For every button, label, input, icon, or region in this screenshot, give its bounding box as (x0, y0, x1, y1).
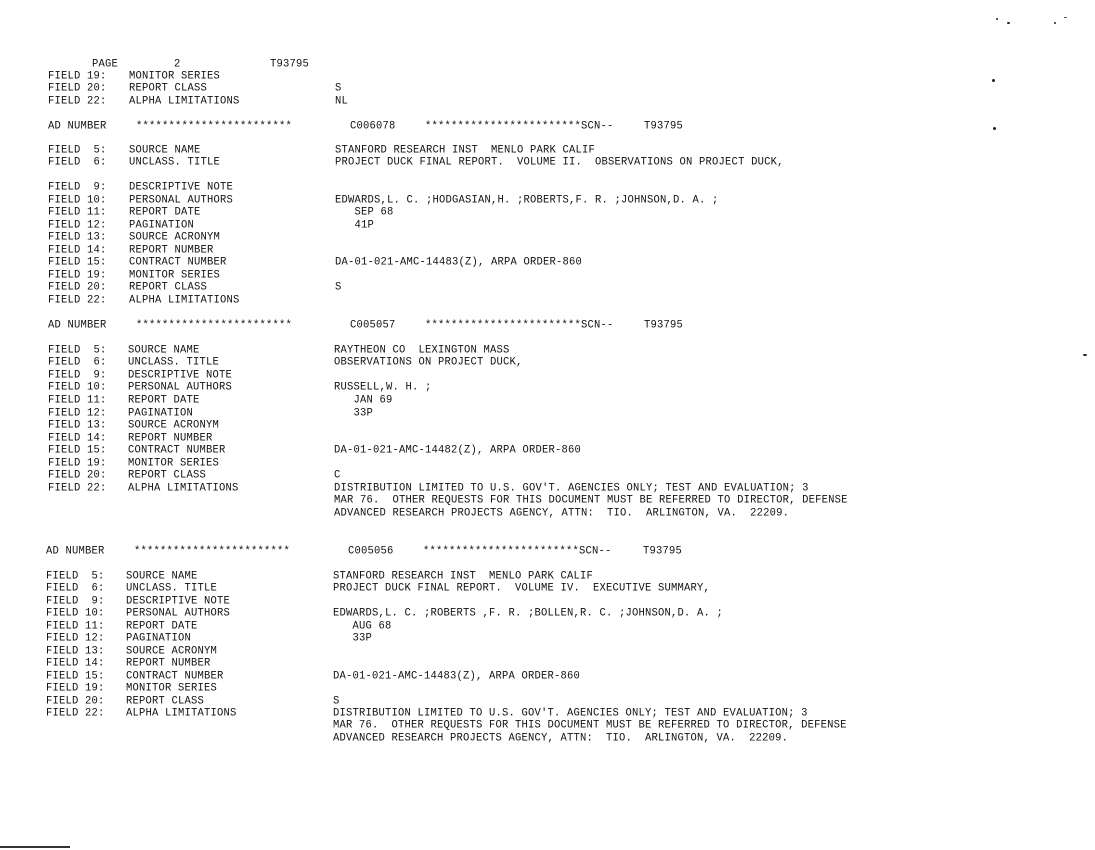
field-label: FIELD 13: (48, 231, 107, 244)
field-value: S (333, 695, 340, 708)
field-name: ALPHA LIMITATIONS (129, 95, 240, 108)
field-name: REPORT NUMBER (128, 432, 213, 445)
field-name: REPORT DATE (128, 394, 200, 407)
field-label: FIELD 22: (48, 294, 107, 307)
field-label: FIELD 19: (48, 269, 107, 282)
field-name: REPORT CLASS (126, 695, 205, 708)
field-name: UNCLASS. TITLE (128, 356, 220, 369)
field-name: PERSONAL AUTHORS (126, 607, 231, 620)
ad-number: C006078 (350, 120, 396, 133)
field-label: FIELD 10: (46, 607, 105, 620)
field-label: FIELD 15: (46, 670, 105, 683)
field-value: JAN 69 (334, 394, 393, 407)
field-label: FIELD 20: (48, 281, 107, 294)
field-value: C (334, 469, 341, 482)
page-label: PAGE (92, 58, 119, 71)
field-label: FIELD 11: (48, 394, 107, 407)
field-label: FIELD 10: (48, 381, 107, 394)
scan-speck (992, 79, 995, 82)
field-label: FIELD 5: (48, 344, 107, 357)
field-name: REPORT DATE (126, 620, 198, 633)
field-value: STANFORD RESEARCH INST MENLO PARK CALIF (333, 570, 594, 583)
asterisk-rule-scn: ************************SCN-- (425, 319, 614, 332)
field-name: DESCRIPTIVE NOTE (128, 369, 233, 382)
field-label: FIELD 13: (46, 645, 105, 658)
field-value: EDWARDS,L. C. ;HODGASIAN,H. ;ROBERTS,F. R. ;JOHNSON,D. A. ; (335, 194, 719, 207)
field-name: MONITOR SERIES (126, 682, 218, 695)
field-label: FIELD 20: (48, 469, 107, 482)
field-name: REPORT CLASS (129, 82, 208, 95)
asterisk-rule-scn: ************************SCN-- (423, 545, 612, 558)
field-label: FIELD 11: (46, 620, 105, 633)
field-name: REPORT NUMBER (129, 244, 214, 257)
field-name: PAGINATION (129, 219, 195, 232)
scn-number: T93795 (643, 545, 683, 558)
field-label: FIELD 20: (46, 695, 105, 708)
field-name: MONITOR SERIES (129, 70, 221, 83)
field-name: REPORT CLASS (129, 281, 208, 294)
field-value: 33P (334, 407, 374, 420)
scan-speck (996, 18, 998, 20)
field-value: STANFORD RESEARCH INST MENLO PARK CALIF (335, 144, 596, 157)
field-label: FIELD 19: (48, 70, 107, 83)
field-label: FIELD 11: (48, 206, 107, 219)
field-value: RUSSELL,W. H. ; (334, 381, 432, 394)
field-label: FIELD 9: (48, 369, 107, 382)
field-name: REPORT CLASS (128, 469, 207, 482)
field-name: UNCLASS. TITLE (129, 156, 221, 169)
field-value: OBSERVATIONS ON PROJECT DUCK, (334, 356, 523, 369)
scan-edge-mark (0, 846, 70, 848)
field-label: FIELD 15: (48, 444, 107, 457)
field-label: FIELD 22: (48, 482, 107, 495)
field-value: 41P (335, 219, 375, 232)
field-value-continued: MAR 76. OTHER REQUESTS FOR THIS DOCUMENT MUST BE REFERRED TO DIRECTOR, DEFENSE (333, 719, 847, 732)
ad-number-label: AD NUMBER (48, 319, 107, 332)
field-value: EDWARDS,L. C. ;ROBERTS ,F. R. ;BOLLEN,R. C. ;JOHNSON,D. A. ; (333, 607, 724, 620)
scan-speck (1064, 17, 1067, 18)
field-value: AUG 68 (333, 620, 392, 633)
asterisk-rule-scn: ************************SCN-- (425, 120, 614, 133)
field-value: RAYTHEON CO LEXINGTON MASS (334, 344, 510, 357)
field-name: REPORT DATE (129, 206, 201, 219)
field-name: SOURCE ACRONYM (126, 645, 218, 658)
field-label: FIELD 19: (46, 682, 105, 695)
field-value: PROJECT DUCK FINAL REPORT. VOLUME IV. EXECUTIVE SUMMARY, (333, 582, 711, 595)
field-label: FIELD 5: (48, 144, 107, 157)
field-value-continued: MAR 76. OTHER REQUESTS FOR THIS DOCUMENT MUST BE REFERRED TO DIRECTOR, DEFENSE (334, 494, 848, 507)
field-label: FIELD 10: (48, 194, 107, 207)
field-value: DA-01-021-AMC-14483(Z), ARPA ORDER-860 (333, 670, 581, 683)
field-value: NL (335, 95, 349, 108)
field-name: UNCLASS. TITLE (126, 582, 218, 595)
field-name: CONTRACT NUMBER (128, 444, 226, 457)
scan-speck (993, 127, 996, 130)
asterisk-rule: ************************ (136, 319, 293, 332)
field-name: SOURCE NAME (128, 344, 200, 357)
field-name: REPORT NUMBER (126, 657, 211, 670)
page-number: 2 (174, 58, 181, 71)
header-doc-id: T93795 (270, 58, 310, 71)
scn-number: T93795 (644, 319, 684, 332)
field-label: FIELD 6: (48, 156, 107, 169)
field-name: PAGINATION (128, 407, 194, 420)
field-value: DISTRIBUTION LIMITED TO U.S. GOV'T. AGENCIES ONLY; TEST AND EVALUATION; 3 (334, 482, 809, 495)
field-value: DA-01-021-AMC-14483(Z), ARPA ORDER-860 (335, 256, 583, 269)
field-name: PERSONAL AUTHORS (128, 381, 233, 394)
field-name: SOURCE ACRONYM (128, 419, 220, 432)
field-label: FIELD 9: (48, 181, 107, 194)
scn-number: T93795 (644, 120, 684, 133)
field-value-continued: ADVANCED RESEARCH PROJECTS AGENCY, ATTN: TIO. ARLINGTON, VA. 22209. (334, 507, 790, 520)
field-name: ALPHA LIMITATIONS (126, 707, 237, 720)
field-value: DA-01-021-AMC-14482(Z), ARPA ORDER-860 (334, 444, 582, 457)
field-label: FIELD 19: (48, 457, 107, 470)
field-label: FIELD 6: (48, 356, 107, 369)
ad-number: C005056 (348, 545, 394, 558)
field-name: SOURCE NAME (129, 144, 201, 157)
field-name: SOURCE ACRONYM (129, 231, 221, 244)
field-label: FIELD 20: (48, 82, 107, 95)
asterisk-rule: ************************ (136, 120, 293, 133)
field-value: SEP 68 (335, 206, 394, 219)
field-value: DISTRIBUTION LIMITED TO U.S. GOV'T. AGENCIES ONLY; TEST AND EVALUATION; 3 (333, 707, 808, 720)
field-label: FIELD 14: (48, 244, 107, 257)
ad-number-label: AD NUMBER (48, 120, 107, 133)
field-name: SOURCE NAME (126, 570, 198, 583)
asterisk-rule: ************************ (134, 545, 291, 558)
field-label: FIELD 12: (48, 407, 107, 420)
field-value: 33P (333, 632, 373, 645)
field-name: DESCRIPTIVE NOTE (129, 181, 234, 194)
field-name: MONITOR SERIES (129, 269, 221, 282)
field-label: FIELD 5: (46, 570, 105, 583)
field-label: FIELD 22: (48, 95, 107, 108)
ad-number-label: AD NUMBER (46, 545, 105, 558)
scan-speck (1054, 22, 1056, 24)
field-value: S (335, 281, 342, 294)
field-label: FIELD 9: (46, 595, 105, 608)
field-label: FIELD 12: (48, 219, 107, 232)
field-label: FIELD 6: (46, 582, 105, 595)
field-label: FIELD 13: (48, 419, 107, 432)
field-name: PERSONAL AUTHORS (129, 194, 234, 207)
field-value: S (335, 82, 342, 95)
field-name: CONTRACT NUMBER (126, 670, 224, 683)
field-name: MONITOR SERIES (128, 457, 220, 470)
field-label: FIELD 12: (46, 632, 105, 645)
field-name: ALPHA LIMITATIONS (128, 482, 239, 495)
field-label: FIELD 22: (46, 707, 105, 720)
field-label: FIELD 14: (48, 432, 107, 445)
field-name: DESCRIPTIVE NOTE (126, 595, 231, 608)
field-value-continued: ADVANCED RESEARCH PROJECTS AGENCY, ATTN: TIO. ARLINGTON, VA. 22209. (333, 732, 789, 745)
scan-speck (1083, 354, 1087, 356)
scan-speck (1007, 22, 1010, 24)
field-name: PAGINATION (126, 632, 192, 645)
field-label: FIELD 15: (48, 256, 107, 269)
field-label: FIELD 14: (46, 657, 105, 670)
ad-number: C005057 (350, 319, 396, 332)
field-value: PROJECT DUCK FINAL REPORT. VOLUME II. OBSERVATIONS ON PROJECT DUCK, (335, 156, 784, 169)
field-name: CONTRACT NUMBER (129, 256, 227, 269)
field-name: ALPHA LIMITATIONS (129, 294, 240, 307)
